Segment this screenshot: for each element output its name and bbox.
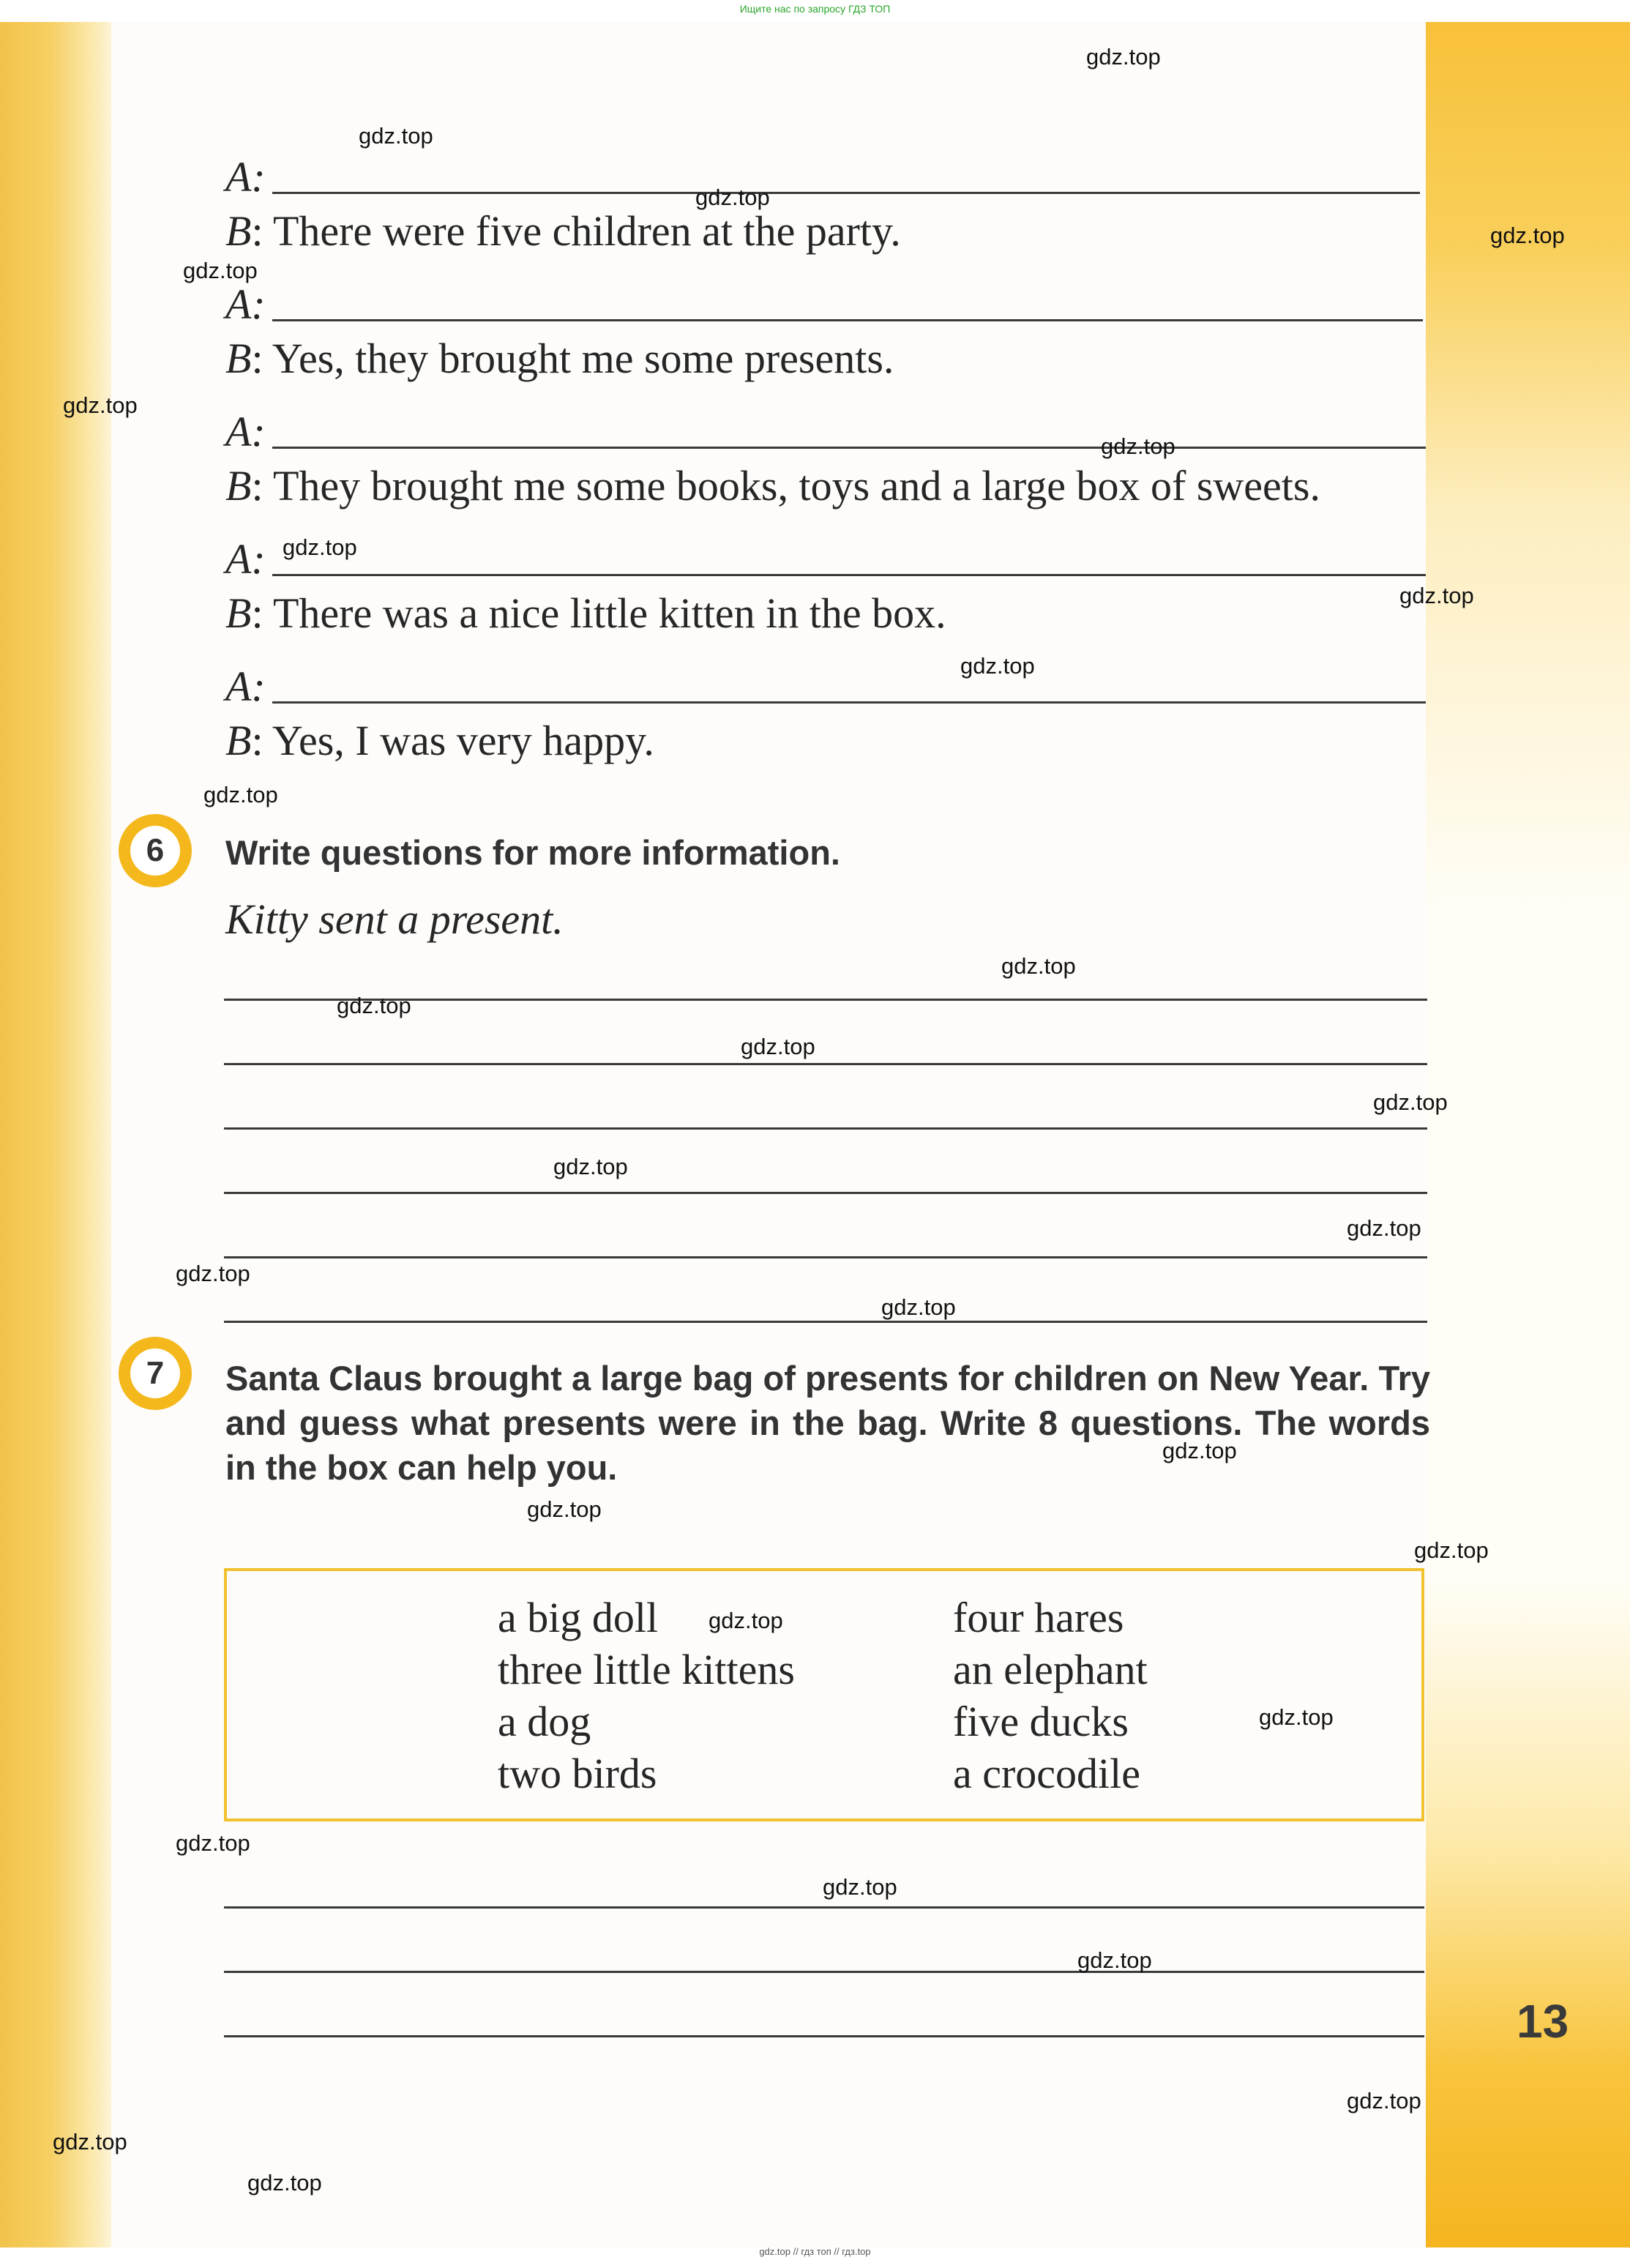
exercise-6-line-4[interactable] [224, 1192, 1427, 1194]
watermark: gdz.top [63, 392, 138, 418]
exercise-6-line-2[interactable] [224, 1063, 1427, 1065]
dialogue-a-1: A: [225, 153, 266, 201]
word-box-item: a crocodile [953, 1750, 1141, 1797]
answer-line-1[interactable] [272, 192, 1420, 194]
watermark: gdz.top [960, 653, 1035, 679]
watermark: gdz.top [1490, 223, 1565, 248]
watermark: gdz.top [1001, 953, 1076, 979]
dialogue-b-5: B: Yes, I was very happy. [225, 717, 654, 764]
answer-line-4[interactable] [272, 574, 1426, 576]
watermark: gdz.top [1077, 1947, 1152, 1973]
word-box-item: a dog [498, 1698, 591, 1745]
watermark: gdz.top [1347, 2088, 1421, 2114]
watermark: gdz.top [1414, 1537, 1489, 1563]
answer-line-3[interactable] [272, 447, 1426, 449]
exercise-6-number-badge: 6 [119, 814, 192, 887]
watermark: gdz.top [1373, 1089, 1448, 1115]
header-note: Ищите нас по запросу ГДЗ ТОП [739, 3, 891, 15]
watermark: gdz.top [709, 1608, 783, 1633]
word-box-item: an elephant [953, 1646, 1148, 1693]
watermark: gdz.top [176, 1830, 250, 1856]
dialogue-b-1: B: There were five children at the party. [225, 207, 901, 255]
watermark: gdz.top [1347, 1215, 1421, 1241]
word-box-item: a big doll [498, 1594, 659, 1641]
exercise-7-line-2[interactable] [224, 1971, 1424, 1973]
dialogue-a-2: A: [225, 280, 266, 328]
exercise-7-line-3[interactable] [224, 2035, 1424, 2037]
exercise-6-example: Kitty sent a present. [225, 895, 564, 943]
exercise-7-instruction: Santa Claus brought a large bag of presents for children on New Year. Try and guess what presents were in the bag. Write 8 questions. The words in the box can help you. [225, 1359, 1430, 1487]
watermark: gdz.top [553, 1154, 628, 1179]
exercise-7-number-badge: 7 [119, 1337, 192, 1410]
watermark: gdz.top [741, 1034, 815, 1059]
dialogue-a-3: A: [225, 408, 266, 455]
left-yellow-band [0, 22, 111, 2248]
exercise-6-instruction: Write questions for more information. [225, 833, 840, 872]
word-box-item: two birds [498, 1750, 657, 1797]
dialogue-b-4: B: There was a nice little kitten in the box. [225, 589, 946, 637]
watermark: gdz.top [823, 1874, 897, 1900]
watermark: gdz.top [176, 1261, 250, 1286]
watermark: gdz.top [359, 123, 433, 149]
word-box-item: five ducks [953, 1698, 1129, 1745]
footer-note: gdz.top // гдз топ // гдз.top [759, 2246, 871, 2257]
watermark: gdz.top [183, 258, 258, 283]
watermark: gdz.top [53, 2129, 127, 2155]
exercise-6-line-5[interactable] [224, 1256, 1427, 1258]
watermark: gdz.top [1259, 1704, 1334, 1730]
watermark: gdz.top [1101, 433, 1175, 459]
answer-line-2[interactable] [272, 319, 1423, 321]
watermark: gdz.top [695, 184, 770, 210]
word-box-item: three little kittens [498, 1646, 795, 1693]
exercise-6-line-3[interactable] [224, 1127, 1427, 1130]
watermark: gdz.top [1162, 1438, 1237, 1463]
watermark: gdz.top [337, 993, 411, 1018]
watermark: gdz.top [527, 1496, 602, 1522]
watermark: gdz.top [247, 2170, 322, 2196]
dialogue-b-2: B: Yes, they brought me some presents. [225, 335, 894, 382]
dialogue-a-5: A: [225, 663, 266, 710]
dialogue-b-3: B: They brought me some books, toys and a large box of sweets. [225, 462, 1320, 510]
exercise-6-line-6[interactable] [224, 1321, 1427, 1323]
word-box-item: four hares [953, 1594, 1124, 1641]
word-box [224, 1568, 1424, 1821]
answer-line-5[interactable] [272, 701, 1426, 704]
dialogue-a-4: A: [225, 535, 266, 583]
watermark: gdz.top [1399, 583, 1474, 608]
page-number: 13 [1517, 1995, 1569, 2048]
watermark: gdz.top [1086, 44, 1161, 70]
watermark: gdz.top [203, 782, 278, 807]
right-yellow-band [1426, 22, 1630, 2248]
watermark: gdz.top [881, 1294, 956, 1320]
watermark: gdz.top [283, 534, 357, 560]
exercise-7-line-1[interactable] [224, 1906, 1424, 1909]
